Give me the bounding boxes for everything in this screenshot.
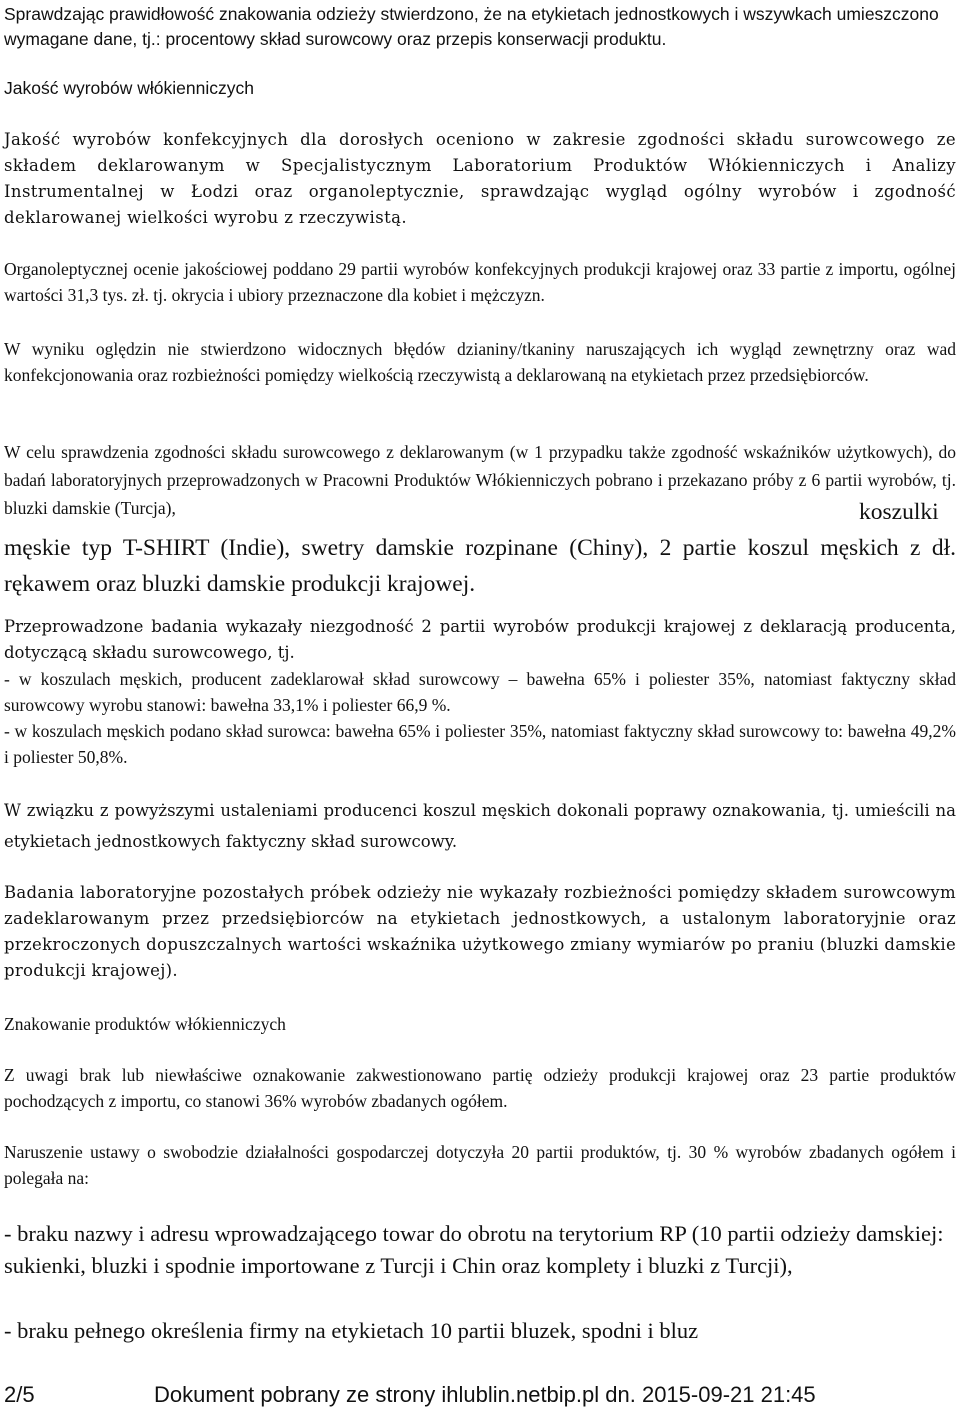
labeling-paragraph-1: Z uwagi brak lub niewłaściwe oznakowanie zakwestionowano partię odzieży produkcji krajowej oraz 23 partie produktów pochodzących z importu, co stanowi 36% wyrobów zbadanych ogółem. [4, 1065, 956, 1111]
download-source-note: Dokument pobrany ze strony ihlublin.netbip.pl dn. 2015-09-21 21:45 [154, 1382, 816, 1407]
quality-list-item-2: - w koszulach męskich podano skład surowca: bawełna 65% i poliester 35%, natomiast faktyczny skład surowcowy to: bawełna 49,2% i poliester 50,8%. [4, 721, 956, 767]
labeling-list-item-2: - braku pełnego określenia firmy na etykietach 10 partii bluzek, spodni i bluz [4, 1318, 699, 1343]
quality-list-item-1: - w koszulach męskich, producent zadeklarował skład surowcowy – bawełna 65% i poliester 35%, natomiast faktyczny skład surowcowy wyrobu stanowi: bawełna 33,1% i poliester 66,9 %. [4, 669, 956, 715]
quality-paragraph-5: Przeprowadzone badania wykazały niezgodność 2 partii wyrobów produkcji krajowej z deklaracją producenta, dotyczącą składu surowcowego, tj. [4, 617, 956, 662]
labeling-paragraph-2: Naruszenie ustawy o swobodzie działalności gospodarczej dotyczyła 20 partii produktów, tj. 30 % wyrobów zbadanych ogółem i polegała na: [4, 1142, 956, 1188]
quality-paragraph-4-part-2: koszulki męskie typ T-SHIRT (Indie), swetry damskie rozpinane (Chiny), 2 partie koszul męskich z dł. rękawem oraz bluzki damskie produkcji krajowej. [4, 499, 956, 597]
quality-paragraph-6: W związku z powyższymi ustaleniami producenci koszul męskich dokonali poprawy oznakowania, tj. umieścili na etykietach jednostkowych faktyczny skład surowcowy. [4, 801, 956, 851]
page-number: 2/5 [4, 1382, 35, 1407]
quality-paragraph-3: W wyniku oględzin nie stwierdzono widocznych błędów dzianiny/tkaniny naruszających ich wygląd zewnętrzny oraz wad konfekcjonowania oraz rozbieżności pomiędzy wielkością rzeczywistą a deklarowaną na etykietach przez przedsiębiorców. [4, 339, 956, 385]
intro-paragraph: Sprawdzając prawidłowość znakowania odzieży stwierdzono, że na etykietach jednostkowych i wszywkach umieszczono wymagane dane, tj.: procentowy skład surowcowy oraz przepis konserwacji produktu. [4, 4, 939, 49]
quality-paragraph-4-part-1: W celu sprawdzenia zgodności składu surowcowego z deklarowanym (w 1 przypadku także zgodność wskaźników użytkowych), do badań laboratoryjnych przeprowadzonych w Pracowni Produktów Włókienniczych pobrano i przekazano próby z 6 partii wyrobów, tj. bluzki damskie (Turcja), [4, 442, 956, 518]
section-heading-labeling: Znakowanie produktów włókienniczych [4, 1014, 286, 1034]
quality-paragraph-7: Badania laboratoryjne pozostałych próbek odzieży nie wykazały rozbieżności pomiędzy składem surowcowym zadeklarowanym przez przedsiębiorców na etykietach jednostkowych, a ustalonym laboratoryjnie oraz przekroczonych dopuszczalnych wartości wskaźnika użytkowego zmiany wymiarów po praniu (bluzki damskie produkcji krajowej). [4, 883, 957, 980]
quality-paragraph-1: Jakość wyrobów konfekcyjnych dla dorosłych oceniono w zakresie zgodności składu surowcowego ze składem deklarowanym w Specjalistycznym Laboratorium Produktów Włókienniczych i Analizy Instrumentalnej w Łodzi oraz organoleptycznie, sprawdzając wygląd ogólny wyrobów i zgodność deklarowanej wielkości wyrobu z rzeczywistą. [4, 130, 956, 227]
section-heading-quality: Jakość wyrobów włókienniczych [4, 78, 254, 98]
quality-paragraph-2: Organoleptycznej ocenie jakościowej poddano 29 partii wyrobów konfekcyjnych produkcji krajowej oraz 33 partie z importu, ogólnej wartości 31,3 tys. zł. tj. okrycia i ubiory przeznaczone dla kobiet i mężczyzn. [4, 259, 956, 305]
labeling-list-item-1: - braku nazwy i adresu wprowadzającego towar do obrotu na terytorium RP (10 partii odzieży damskiej: sukienki, bluzki i spodnie importowane z Turcji i Chin oraz komplety i bluzki z Turcji), [4, 1221, 944, 1278]
